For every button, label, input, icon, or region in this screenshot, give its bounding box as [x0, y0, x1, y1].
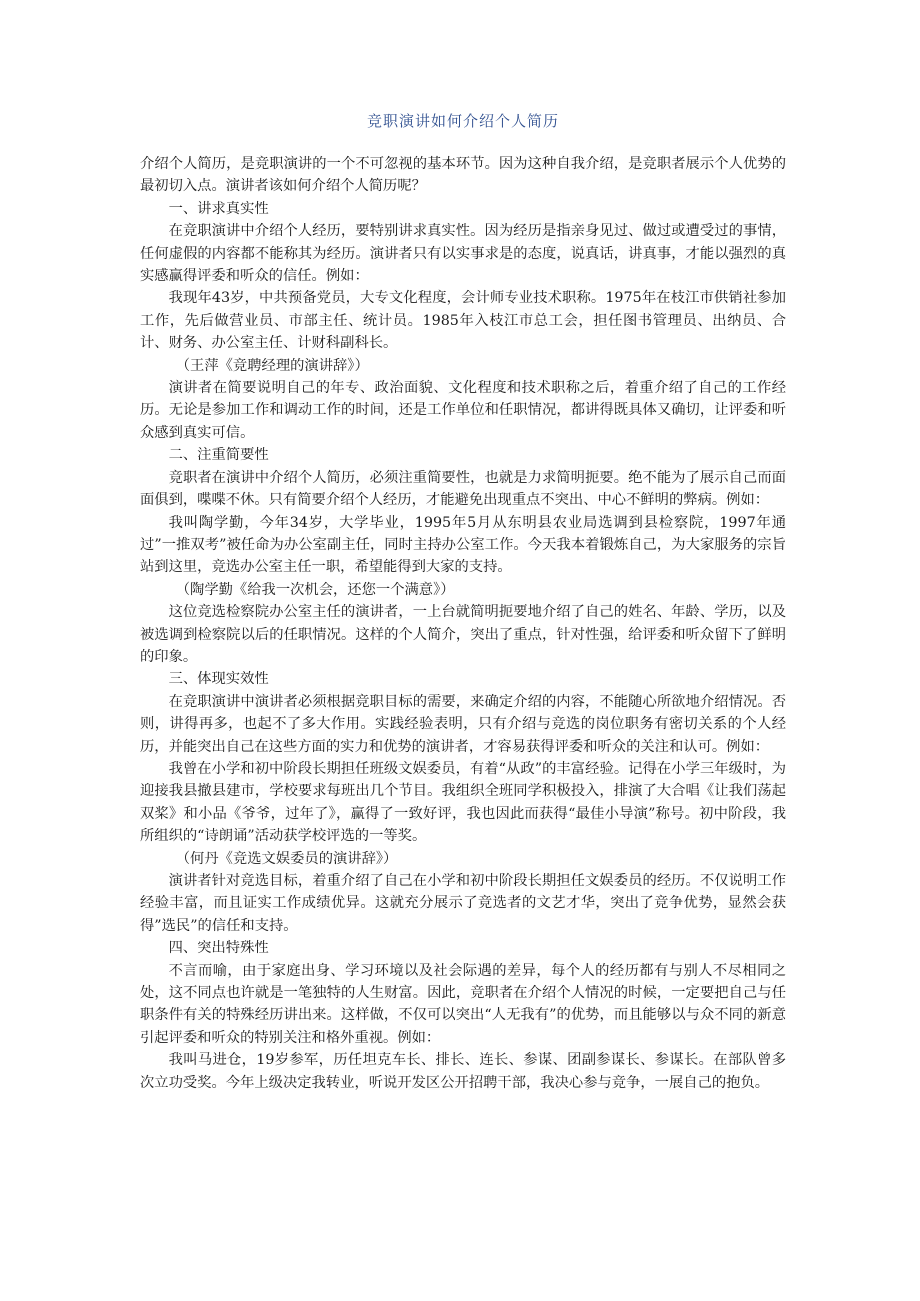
- example-source: （何丹《竞选文娱委员的演讲辞》）: [175, 850, 398, 867]
- section-heading: 一、讲求真实性: [168, 200, 269, 217]
- comment-paragraph: 演讲者针对竞选目标，着重介绍了自己在小学和初中阶段长期担任文娱委员的经历。不仅说明工作经验丰富，而且证实工作成绩优异。这就充分展示了竞选者的文艺才华，突出了竞争优势，显然会获得”选民”的信任和支持。: [140, 873, 786, 934]
- example-paragraph: 我现年43岁，中共预备党员，大专文化程度，会计师专业技术职称。1975年在枝江市供销社参加工作，先后做营业员、市部主任、统计员。1985年入枝江市总工会，担任图书管理员、出纳员、合计、财务、办公室主任、计财科副科长。: [140, 290, 786, 352]
- example-source: （陶学勤《给我一次机会，还您一个满意》）: [175, 581, 455, 598]
- document-title: 竞职演讲如何介绍个人简历: [366, 112, 559, 130]
- example-paragraph: 我叫陶学勤，今年34岁，大学毕业，1995年5月从东明县农业局选调到县检察院，1997年通过”一推双考”被任命为办公室副主任，同时主持办公室工作。今天我本着锻炼自己，为大家服务的宗旨站到这里，竞选办公室主任一职，希望能得到大家的支持。: [140, 514, 786, 576]
- section-heading: 二、注重简要性: [168, 447, 269, 464]
- section-paragraph: 竞职者在演讲中介绍个人简历，必须注重简要性，也就是力求简明扼要。绝不能为了展示自己而面面俱到，喋喋不休。只有简要介绍个人经历，才能避免出现重点不突出、中心不鲜明的弊病。例如：: [140, 469, 786, 509]
- comment-paragraph: 这位竞选检察院办公室主任的演讲者，一上台就简明扼要地介绍了自己的姓名、年龄、学历，以及被选调到检察院以后的任职情况。这样的个人简介，突出了重点，针对性强，给评委和听众留下了鲜明的印象。: [140, 604, 786, 665]
- comment-paragraph: 演讲者在简要说明自己的年专、政治面貌、文化程度和技术职称之后，着重介绍了自己的工作经历。无论是参加工作和调动工作的时间，还是工作单位和任职情况，都讲得既具体又确切，让评委和听众感到真实可信。: [140, 380, 786, 441]
- document-page: [140, 110, 786, 1094]
- section-heading: 四、突出特殊性: [168, 940, 269, 957]
- section-paragraph: 不言而喻，由于家庭出身、学习环境以及社会际遇的差异，每个人的经历都有与别人不尽相同之处，这不同点也许就是一笔独特的人生财富。因此，竞职者在介绍个人情况的时候，一定要把自己与任职条件有关的特殊经历讲出来。这样做，不仅可以突出“人无我有”的优势，而且能够以与众不同的新意引起评委和听众的特别关注和格外重视。例如：: [140, 962, 786, 1046]
- section-heading: 三、体现实效性: [168, 671, 269, 688]
- example-source: （王萍《竞聘经理的演讲辞》）: [175, 357, 369, 374]
- section-paragraph: 在竞职演讲中演讲者必须根据竞职目标的需要，来确定介绍的内容，不能随心所欲地介绍情况。否则，讲得再多，也起不了多大作用。实践经验表明，只有介绍与竞选的岗位职务有密切关系的个人经历，并能突出自己在这些方面的实力和优势的演讲者，才容易获得评委和听众的关注和认可。例如：: [140, 693, 786, 755]
- section-paragraph: 在竞职演讲中介绍个人经历，要特别讲求真实性。因为经历是指亲身见过、做过或遭受过的事情，任何虚假的内容都不能称其为经历。演讲者只有以实事求是的态度，说真话，讲真事，才能以强烈的真实感赢得评委和听众的信任。例如：: [140, 223, 786, 285]
- intro-paragraph: 介绍个人简历，是竞职演讲的一个不可忽视的基本环节。因为这种自我介绍，是竞职者展示个人优势的最初切入点。演讲者该如何介绍个人简历呢？: [140, 156, 786, 195]
- example-paragraph: 我曾在小学和初中阶段长期担任班级文娱委员，有着“从政”的丰富经验。记得在小学三年级时，为迎接我县撤县建市，学校要求每班出几个节目。我组织全班同学积极投入，排演了大合唱《让我们荡起双桨》和小品《爷爷，过年了》，赢得了一致好评，我也因此而获得“最佳小导演”称号。初中阶段，我所组织的“诗朗诵”活动获学校评选的一等奖。: [140, 760, 786, 845]
- example-paragraph: 我叫马进仓，19岁参军，历任坦克车长、排长、连长、参谋、团副参谋长、参谋长。在部队曾多次立功受奖。今年上级决定我转业，听说开发区公开招聘干部，我决心参与竞争，一展自己的抱负。: [140, 1052, 786, 1091]
- document-body: [140, 153, 786, 1094]
